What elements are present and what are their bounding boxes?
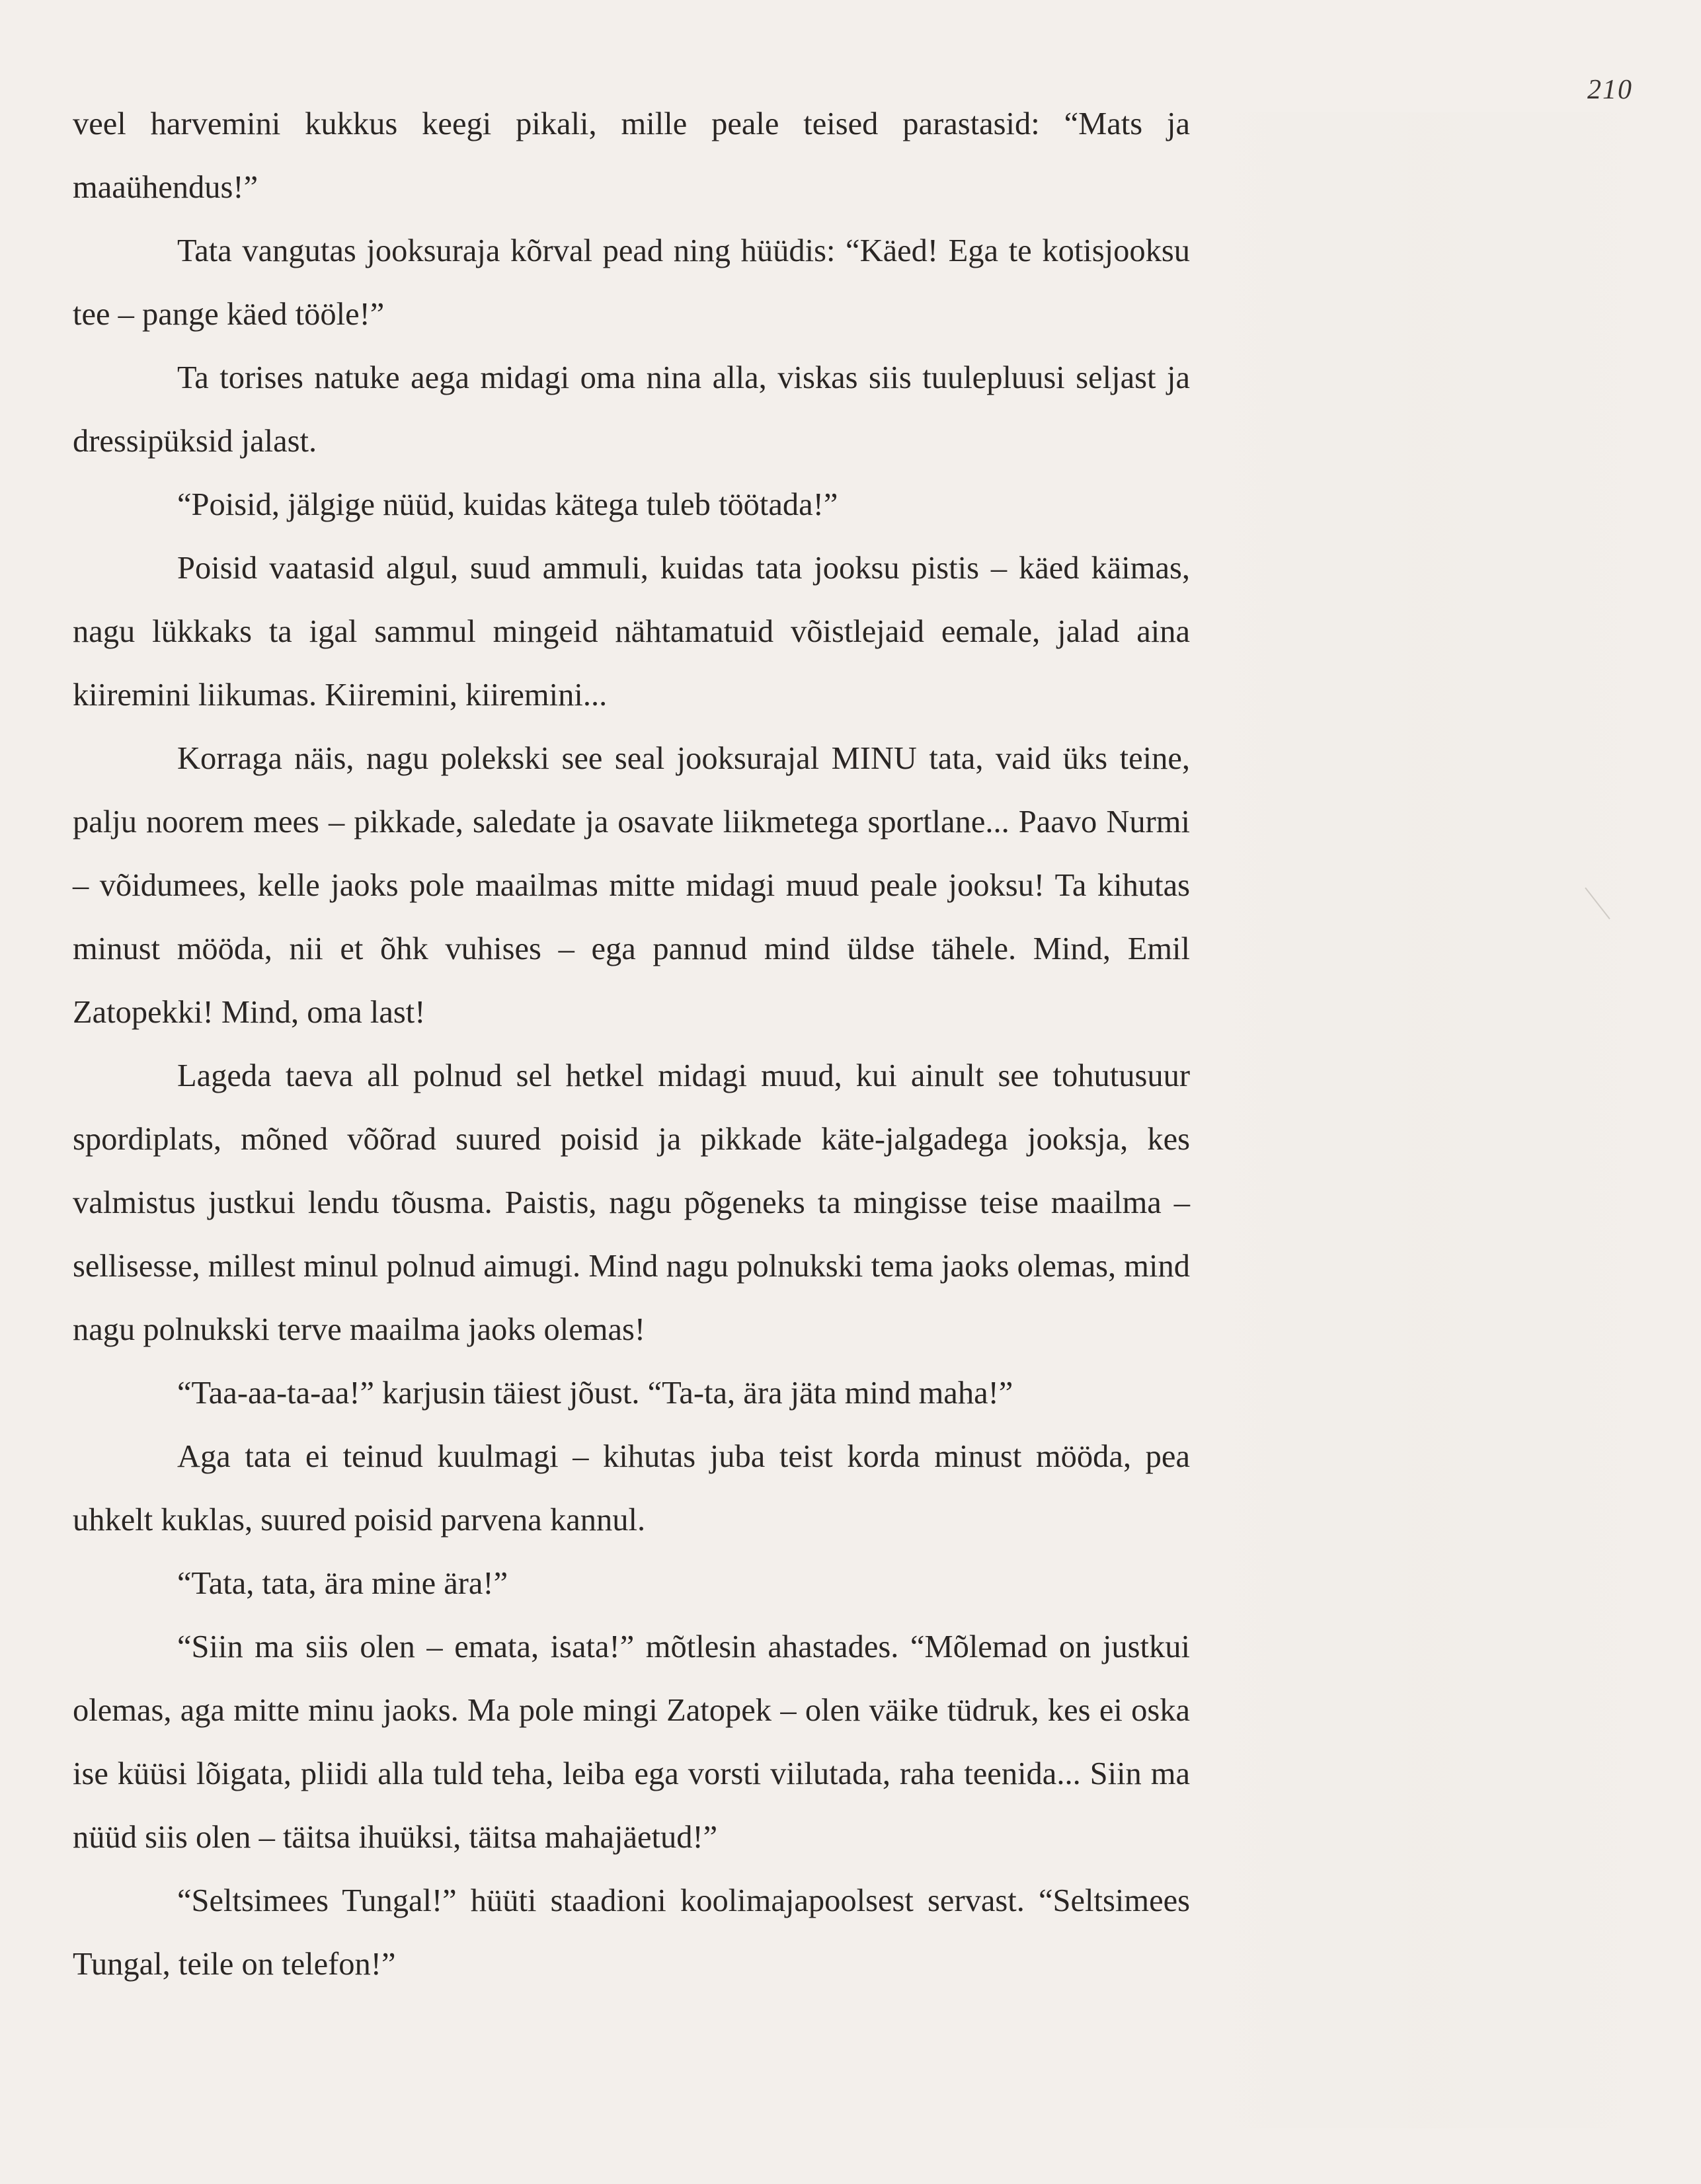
- paragraph: “Siin ma siis olen – emata, isata!” mõtlesin ahastades. “Mõlemad on justkui olemas, aga mitte minu jaoks. Ma pole mingi Zatopek – olen väike tüdruk, kes ei oska ise küüsi lõigata, pliidi alla tuld teha, leiba ega vorsti viilutada, raha teenida... Siin ma nüüd siis olen – täitsa ihuüksi, täitsa mahajäetud!”: [73, 1629, 1190, 1855]
- paragraph: “Seltsimees Tungal!” hüüti staadioni koolimajapoolsest servast. “Seltsimees Tungal, teile on telefon!”: [73, 1883, 1190, 1982]
- paragraph: Korraga näis, nagu polekski see seal jooksurajal MINU tata, vaid üks teine, palju noorem mees – pikkade, saledate ja osavate liikmetega sportlane... Paavo Nurmi – võidumees, kelle jaoks pole maailmas mitte midagi muud peale jooksu! Ta kihutas minust mööda, nii et õhk vuhises – ega pannud mind üldse tähele. Mind, Emil Zatopekki! Mind, oma last!: [73, 741, 1190, 1030]
- paragraph: “Poisid, jälgige nüüd, kuidas kätega tuleb töötada!”: [177, 487, 838, 522]
- paragraph: Aga tata ei teinud kuulmagi – kihutas juba teist korda minust mööda, pea uhkelt kuklas, suured poisid parvena kannul.: [73, 1439, 1190, 1538]
- body-text: [73, 93, 1190, 1996]
- paragraph: Tata vangutas jooksuraja kõrval pead ning hüüdis: “Käed! Ega te kotisjooksu tee – pange käed tööle!”: [73, 233, 1190, 332]
- paragraph: Lageda taeva all polnud sel hetkel midagi muud, kui ainult see tohutusuur spordiplats, mõned võõrad suured poisid ja pikkade käte-jalgadega jooksja, kes valmistus justkui lendu tõusma. Paistis, nagu põgeneks ta mingisse teise maailma – sellisesse, millest minul polnud aimugi. Mind nagu polnukski tema jaoks olemas, mind nagu polnukski terve maailma jaoks olemas!: [73, 1058, 1190, 1347]
- paragraph: veel harvemini kukkus keegi pikali, mille peale teised parastasid: “Mats ja maaühendus!”: [73, 106, 1190, 205]
- paragraph: “Tata, tata, ära mine ära!”: [177, 1566, 508, 1601]
- paragraph: “Taa-aa-ta-aa!” karjusin täiest jõust. “Ta-ta, ära jäta mind maha!”: [177, 1376, 1013, 1411]
- page-number: 210: [1587, 75, 1633, 105]
- page-bleed-through: [1197, 112, 1659, 2128]
- paragraph: Poisid vaatasid algul, suud ammuli, kuidas tata jooksu pistis – käed käimas, nagu lükkaks ta igal sammul mingeid nähtamatuid võistlejaid eemale, jalad aina kiiremini liikumas. Kiiremini, kiiremini...: [73, 551, 1190, 713]
- paragraph: Ta torises natuke aega midagi oma nina alla, viskas siis tuulepluusi seljast ja dressipüksid jalast.: [73, 360, 1190, 459]
